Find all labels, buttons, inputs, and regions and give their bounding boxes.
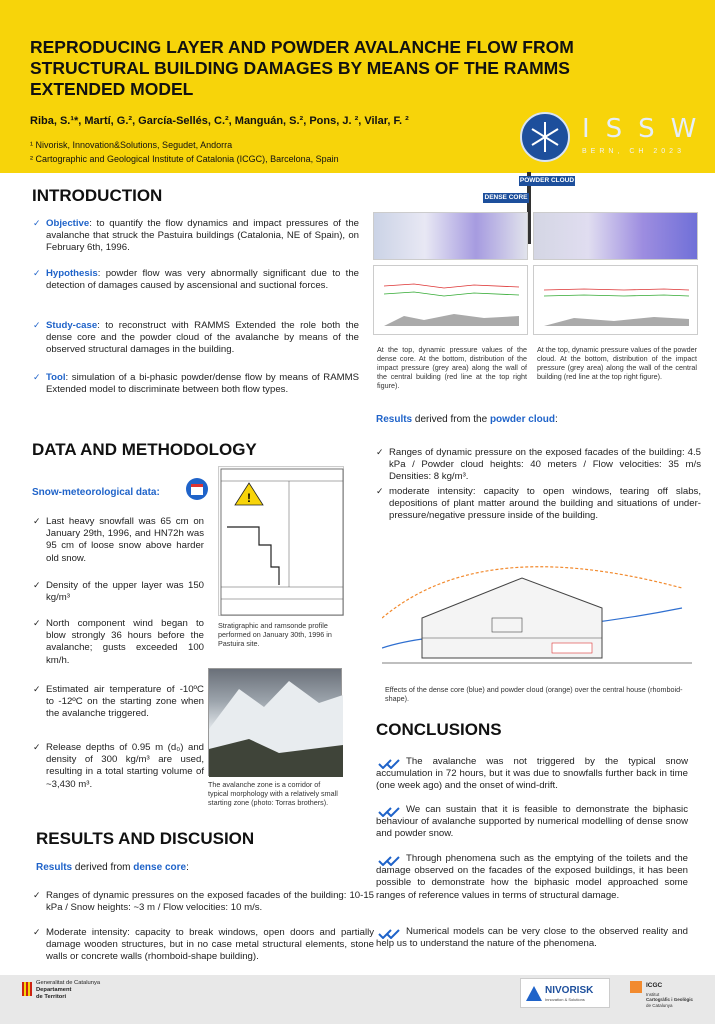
house-caption: Effects of the dense core (blue) and powder cloud (orange) over the central house (rhomboid-shape). [385, 685, 683, 703]
calendar-icon [186, 478, 208, 500]
check-icon: ✓ [33, 218, 41, 228]
intro-item: Study-case: to reconstruct with RAMMS Extended the role both the dense core and the powder cloud of the avalanche by means of the observed structural damages in the building. [46, 320, 359, 356]
check-icon: ✓ [33, 320, 41, 330]
powder-item: Ranges of dynamic pressure on the exposed facades of the building: 4.5 kPa / Powder cloud heights: 40 meters / Flow velocities: 35 m/s Densities: 8 kg/m³. [389, 447, 701, 483]
authors: Riba, S.¹*, Martí, G.², García-Sellés, C.², Manguán, S.², Pons, J. ², Vilar, F. ² [30, 115, 409, 127]
conclusion-item: Numerical models can be very close to the observed reality and help us to understand the nature of the phenomena. [376, 926, 688, 950]
results-item: Ranges of dynamic pressures on the exposed facades of the building: 10-15 kPa / Snow heights: ~3 m / Flow velocities: 10 m/s. [46, 890, 374, 914]
house-diagram [382, 548, 692, 676]
issw-sub: BERN, CH 2023 [582, 148, 685, 155]
tag-powder-cloud: POWDER CLOUD [519, 177, 575, 184]
poster-title: REPRODUCING LAYER AND POWDER AVALANCHE FLOW FROM STRUCTURAL BUILDING DAMAGES BY MEANS OF THE RAMMS EXTENDED MODEL [30, 37, 574, 99]
generalitat-logo: Generalitat de Catalunya Departament de Territori [36, 980, 101, 1000]
methods-item: North component wind began to blow strongly 36 hours before the avalanche; gusts exceeded 100 km/h. [46, 618, 204, 666]
intro-item: Objective: to quantify the flow dynamics and impact pressures of the avalanche that struck the Pastuira buildings (Catalonia, NE of Spain), on February 6th, 1996. [46, 218, 359, 254]
issw-text: ISSW [582, 114, 713, 144]
powder-cloud-graph [533, 265, 698, 335]
check-icon: ✓ [33, 618, 41, 628]
stratigraphic-profile [218, 466, 344, 616]
snowflake-icon [520, 112, 570, 162]
results-heading: RESULTS AND DISCUSION [36, 829, 255, 848]
methods-heading: DATA AND METHODOLOGY [32, 440, 257, 459]
affiliation-2: ² Cartographic and Geological Institute of Catalonia (ICGC), Barcelona, Spain [30, 154, 339, 164]
powder-sub: Results derived from the powder cloud: [376, 414, 558, 425]
methods-item: Last heavy snowfall was 65 cm on January 29th, 1996, and HN72h was 95 cm of loose snow above harder old snow. [46, 516, 204, 564]
tag-dense-core: DENSE CORE [484, 194, 528, 201]
check-icon: ✓ [33, 927, 41, 937]
profile-caption: Stratigraphic and ramsonde profile performed on January 30th, 1996 in Pastuira site. [218, 621, 332, 648]
intro-heading: INTRODUCTION [32, 186, 163, 205]
results-item: Moderate intensity: capacity to break windows, open doors and partially damage wooden structures, but in no case metal structural elements, stone walls or concrete walls (rhomboid-shape building). [46, 927, 374, 963]
icgc-logo: ICGC [646, 982, 663, 989]
generalitat-flag-icon [22, 982, 32, 996]
avalanche-photo [208, 668, 342, 776]
check-icon: ✓ [33, 580, 41, 590]
check-icon: ✓ [33, 742, 41, 752]
dense-core-graph [373, 265, 528, 335]
intro-item: Hypothesis: powder flow was very abnormally significant due to the detection of damages caused by ascensional and suctional forces. [46, 268, 359, 292]
nivorisk-logo: NIVORISK Innovation & Solutions [520, 978, 610, 1008]
conclusion-item: Through phenomena such as the emptying of the toilets and the damage observed on the facades of the exposed buildings, it has been possible to demonstrate how the biphasic model approached some ranges of reference values in terms of structural damage. [376, 853, 688, 901]
powder-item: moderate intensity: capacity to open windows, tearing off slabs, depositions of plant matter around the building and situations of under-pressure/negative pressure inside of the building. [389, 486, 701, 522]
intro-item: Tool: simulation of a bi-phasic powder/dense flow by means of RAMMS Extended model to discriminate between both flow types. [46, 372, 359, 396]
check-icon: ✓ [33, 684, 41, 694]
methods-item: Estimated air temperature of -10ºC to -12ºC on the starting zone when the avalanche triggered. [46, 684, 204, 720]
caption-dense: At the top, dynamic pressure values of the dense core. At the bottom, distribution of the impact pressure (grey area) along the wall of the central building (red line at the top right figure). [377, 345, 527, 390]
check-icon: ✓ [33, 516, 41, 526]
icgc-sub: Institut Cartogràfic i Geològic de Catalunya [646, 992, 694, 1008]
check-icon: ✓ [376, 447, 384, 457]
affiliation-1: ¹ Nivorisk, Innovation&Solutions, Segudet, Andorra [30, 140, 233, 150]
check-icon: ✓ [376, 486, 384, 496]
methods-sub: Snow-meteorological data: [32, 487, 160, 498]
check-icon: ✓ [33, 890, 41, 900]
svg-text:!: ! [247, 491, 251, 505]
methods-item: Density of the upper layer was 150 kg/m³ [46, 580, 204, 604]
check-icon: ✓ [33, 268, 41, 278]
results-sub: Results derived from dense core: [36, 862, 189, 873]
photo-caption: The avalanche zone is a corridor of typical morphology with a relatively small starting zone (photo: Torras brothers). [208, 780, 338, 807]
methods-item: Release depths of 0.95 m (d₀) and density of 300 kg/m³ are used, resulting in a total starting volume of ~3,430 m³. [46, 742, 204, 790]
check-icon: ✓ [33, 372, 41, 382]
conclusions-heading: CONCLUSIONS [376, 720, 502, 739]
powder-cloud-map [533, 212, 698, 260]
caption-powder: At the top, dynamic pressure values of the powder cloud. At the bottom, distribution of the impact pressure (grey area) along the wall of the central building (red line at the top right figure). [537, 345, 697, 381]
conclusion-item: We can sustain that it is feasible to demonstrate the biphasic behaviour of avalanche supported by numerical modelling of dense snow and powder snow. [376, 804, 688, 840]
conclusion-item: The avalanche was not triggered by the typical snow accumulation in 72 hours, but it was due to snowfalls further back in time (one week ago) and the onset of wind-drift. [376, 756, 688, 792]
dense-core-map [373, 212, 528, 260]
issw-logo [520, 112, 713, 162]
icgc-icon [630, 981, 642, 993]
